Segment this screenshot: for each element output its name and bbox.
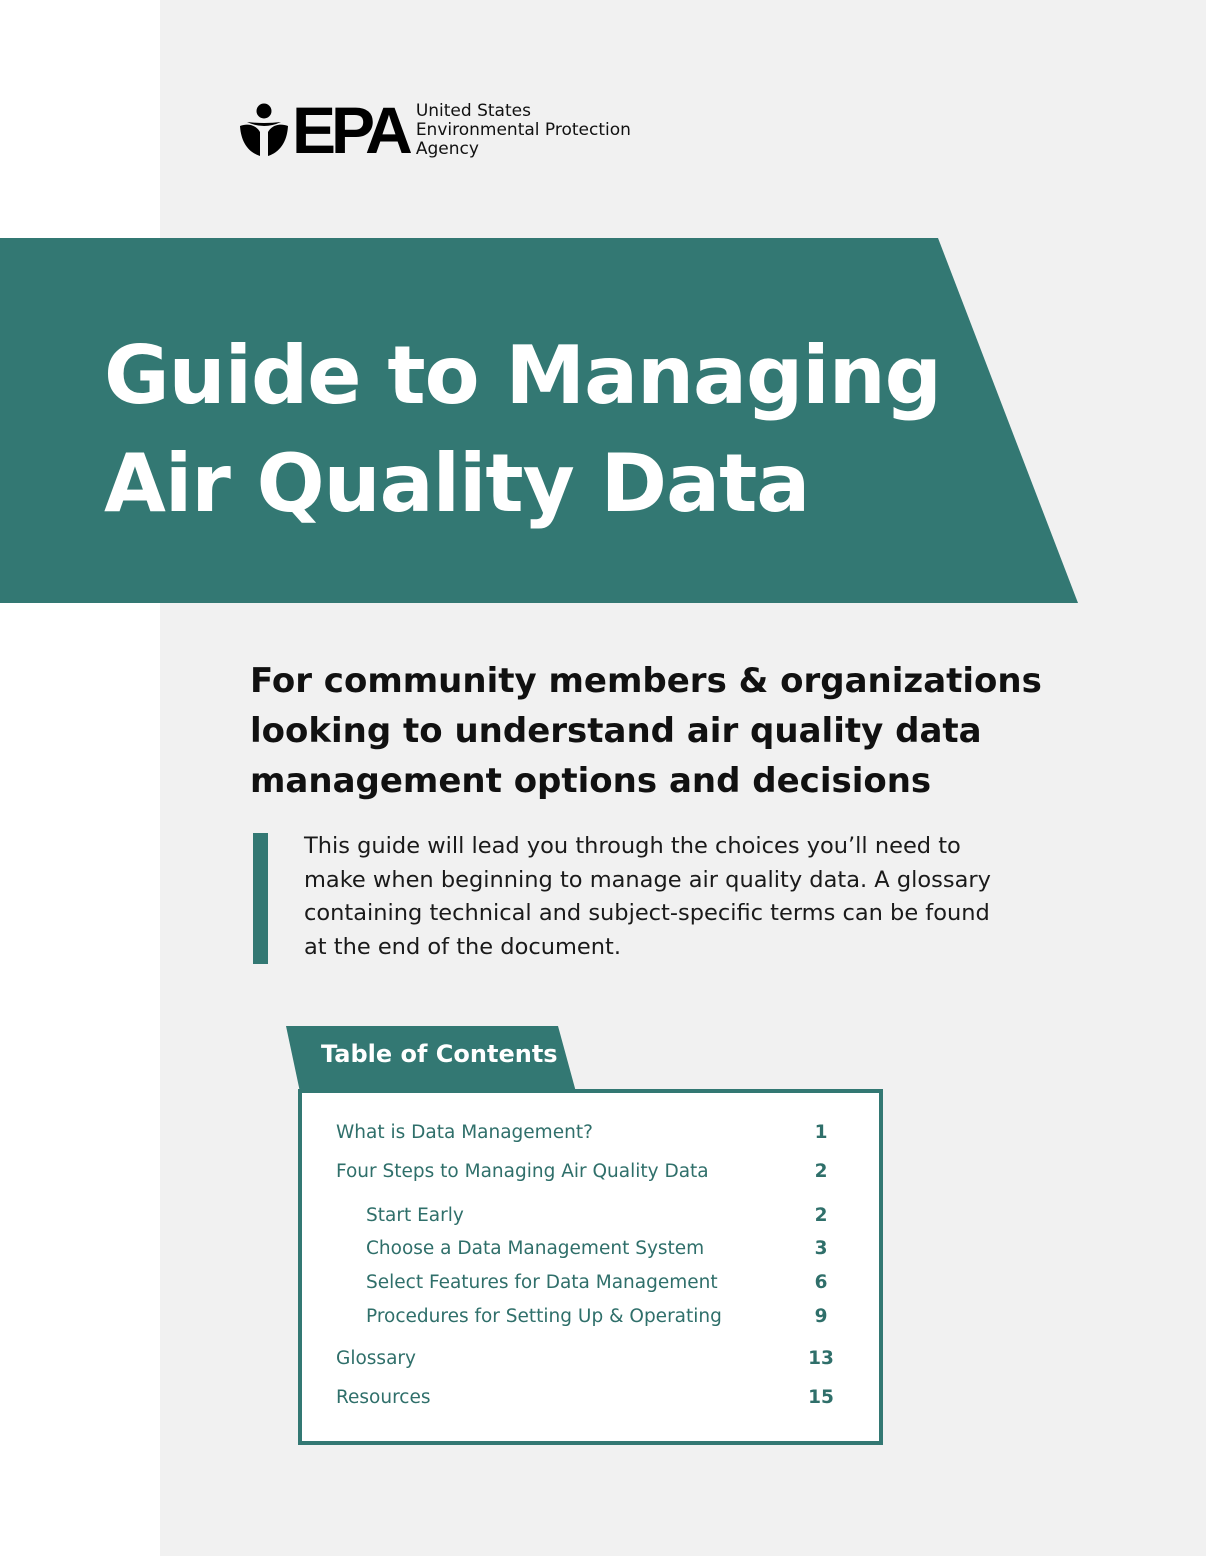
title-line: Air Quality Data xyxy=(104,437,810,530)
toc-page-number[interactable]: 2 xyxy=(814,1205,828,1226)
toc-page-number[interactable]: 3 xyxy=(814,1238,828,1259)
intro-line: This guide will lead you through the choices you’ll need to xyxy=(304,833,961,859)
toc-page-number[interactable]: 9 xyxy=(814,1306,828,1327)
toc-page-number[interactable]: 13 xyxy=(808,1348,834,1369)
toc-entry[interactable]: Glossary xyxy=(336,1348,416,1369)
intro-line: make when beginning to manage air quality data. A glossary xyxy=(304,866,991,893)
agency-name-line: Environmental Protection xyxy=(415,119,631,140)
intro-accent-bar xyxy=(253,833,268,964)
toc-page-number[interactable]: 6 xyxy=(814,1272,828,1293)
subtitle-line: looking to understand air quality data xyxy=(250,711,982,751)
epa-letters: EPA xyxy=(292,93,408,167)
intro-paragraph xyxy=(304,830,1024,964)
toc-entry[interactable]: Four Steps to Managing Air Quality Data xyxy=(336,1161,709,1182)
epa-logo xyxy=(238,93,631,167)
intro-line: at the end of the document. xyxy=(304,933,621,960)
toc-subentry[interactable]: Start Early xyxy=(366,1205,464,1226)
toc-subentry[interactable]: Select Features for Data Management xyxy=(366,1272,718,1293)
agency-name-line: Agency xyxy=(415,138,479,159)
agency-name xyxy=(416,102,631,159)
document-title xyxy=(104,322,941,538)
toc-entry[interactable]: Resources xyxy=(336,1387,431,1408)
subtitle-line: For community members & organizations xyxy=(250,661,1042,701)
toc-subentry[interactable]: Procedures for Setting Up & Operating xyxy=(366,1306,722,1327)
epa-flower-icon xyxy=(238,102,290,158)
toc-page-number[interactable]: 2 xyxy=(814,1161,828,1182)
toc-entry[interactable]: What is Data Management? xyxy=(336,1122,593,1143)
toc-heading: Table of Contents xyxy=(321,1040,558,1068)
toc-page-number[interactable]: 1 xyxy=(814,1122,828,1143)
title-line: Guide to Managing xyxy=(104,329,941,422)
document-subtitle xyxy=(250,656,1050,806)
toc-page-number[interactable]: 15 xyxy=(808,1387,834,1408)
subtitle-line: management options and decisions xyxy=(250,761,932,801)
toc-subentry[interactable]: Choose a Data Management System xyxy=(366,1238,705,1259)
intro-line: containing technical and subject-specific terms can be found xyxy=(304,900,990,926)
agency-name-line: United States xyxy=(415,100,531,121)
